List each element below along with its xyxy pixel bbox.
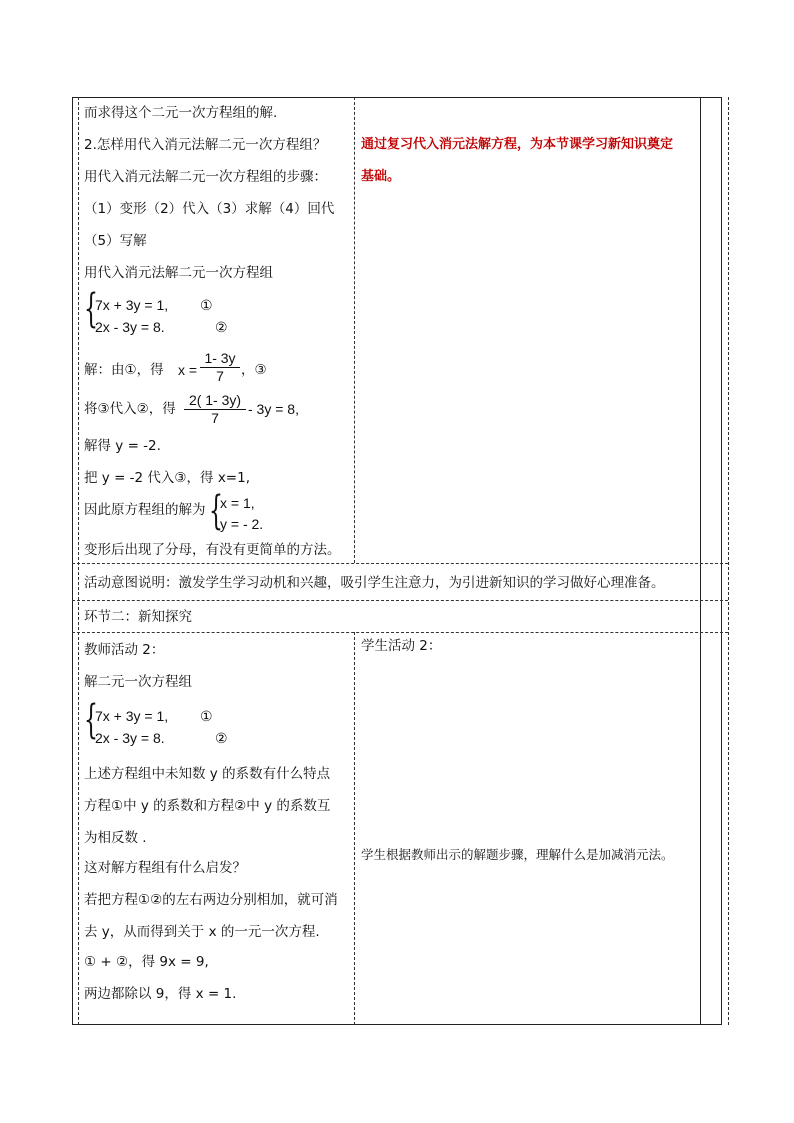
table-left-dashed-rule — [78, 97, 79, 1025]
equation-1-marker: ① — [200, 708, 213, 724]
row-divider-2 — [72, 600, 728, 601]
solution-step-5: 因此原方程组的解为 — [84, 502, 206, 518]
equation-2-marker: ② — [215, 319, 228, 335]
section-heading: 环节二：新知探究 — [84, 609, 192, 625]
student-activity-text: 学生根据教师出示的解题步骤，理解什么是加减消元法。 — [361, 847, 674, 862]
fraction-1-numerator: 1- 3y — [200, 350, 240, 368]
equation-3-marker: ，③ — [241, 362, 267, 378]
column-divider-bottom — [354, 632, 355, 1025]
text-line: ① + ②，得 9x = 9, — [84, 954, 209, 970]
text-line: 解二元一次方程组 — [84, 674, 192, 690]
text-line: 去 y，从而得到关于 x 的一元一次方程. — [84, 924, 320, 940]
column-divider-top — [354, 97, 355, 563]
text-line: 若把方程①②的左右两边分别相加，就可消 — [84, 892, 338, 908]
text-line: 变形后出现了分母，有没有更简单的方法。 — [84, 542, 341, 558]
brace-icon: { — [209, 488, 223, 534]
equation-1: 7x + 3y = 1, — [95, 708, 169, 724]
solution-step-4: 把 y = -2 代入③，得 x=1, — [84, 470, 251, 486]
solution-step-1: 解：由①，得 — [84, 362, 164, 378]
fraction-2-numerator: 2( 1- 3y) — [184, 392, 246, 410]
text-line: 方程①中 y 的系数和方程②中 y 的系数互 — [84, 798, 331, 814]
equation-2-marker: ② — [215, 730, 228, 746]
text-line: 而求得这个二元一次方程组的解. — [84, 105, 278, 121]
steps-list-cont: （5）写解 — [84, 233, 147, 249]
table-right-rule — [700, 97, 701, 1025]
design-note-cont: 基础。 — [361, 169, 401, 184]
table-frame — [72, 97, 722, 1025]
brace-icon: { — [84, 286, 98, 332]
equation-2: 2x - 3y = 8. — [95, 319, 165, 335]
text-line: 上述方程组中未知数 y 的系数有什么特点 — [84, 766, 331, 782]
table-outer-dashed-rule — [728, 97, 729, 1025]
text-line: 为相反数 . — [84, 830, 147, 846]
question-heading: 2.怎样用代入消元法解二元一次方程组？ — [84, 137, 327, 153]
text-line: 用代入消元法解二元一次方程组的步骤： — [84, 169, 327, 185]
solution-y: y = - 2. — [220, 516, 264, 532]
variable-x: x = — [178, 362, 198, 378]
solution-x: x = 1, — [220, 495, 255, 511]
fraction-1 — [200, 350, 240, 385]
text-line: 用代入消元法解二元一次方程组 — [84, 265, 273, 281]
design-note: 通过复习代入消元法解方程，为本节课学习新知识奠定 — [361, 137, 674, 152]
steps-list: （1）变形（2）代入（3）求解（4）回代 — [84, 201, 335, 217]
equation-1: 7x + 3y = 1, — [95, 297, 169, 313]
equation-1-marker: ① — [200, 297, 213, 313]
activity-intent: 活动意图说明：激发学生学习动机和兴趣，吸引学生注意力，为引进新知识的学习做好心理准备。 — [84, 575, 665, 591]
solution-step-2: 将③代入②，得 — [84, 401, 176, 417]
fraction-2 — [184, 392, 246, 427]
equation-2: 2x - 3y = 8. — [95, 730, 165, 746]
row-divider-3 — [72, 632, 728, 633]
teacher-activity-title: 教师活动 2： — [84, 642, 165, 658]
row-divider-1 — [72, 563, 728, 564]
student-activity-title: 学生活动 2： — [361, 638, 442, 654]
text-line: 这对解方程组有什么启发？ — [84, 860, 246, 876]
brace-icon: { — [84, 697, 98, 743]
solution-step-2-rest: - 3y = 8, — [248, 401, 299, 417]
fraction-2-denominator: 7 — [211, 410, 219, 426]
text-line: 两边都除以 9，得 x = 1. — [84, 986, 237, 1002]
fraction-1-denominator: 7 — [216, 368, 224, 384]
solution-step-3: 解得 y = -2. — [84, 438, 161, 454]
